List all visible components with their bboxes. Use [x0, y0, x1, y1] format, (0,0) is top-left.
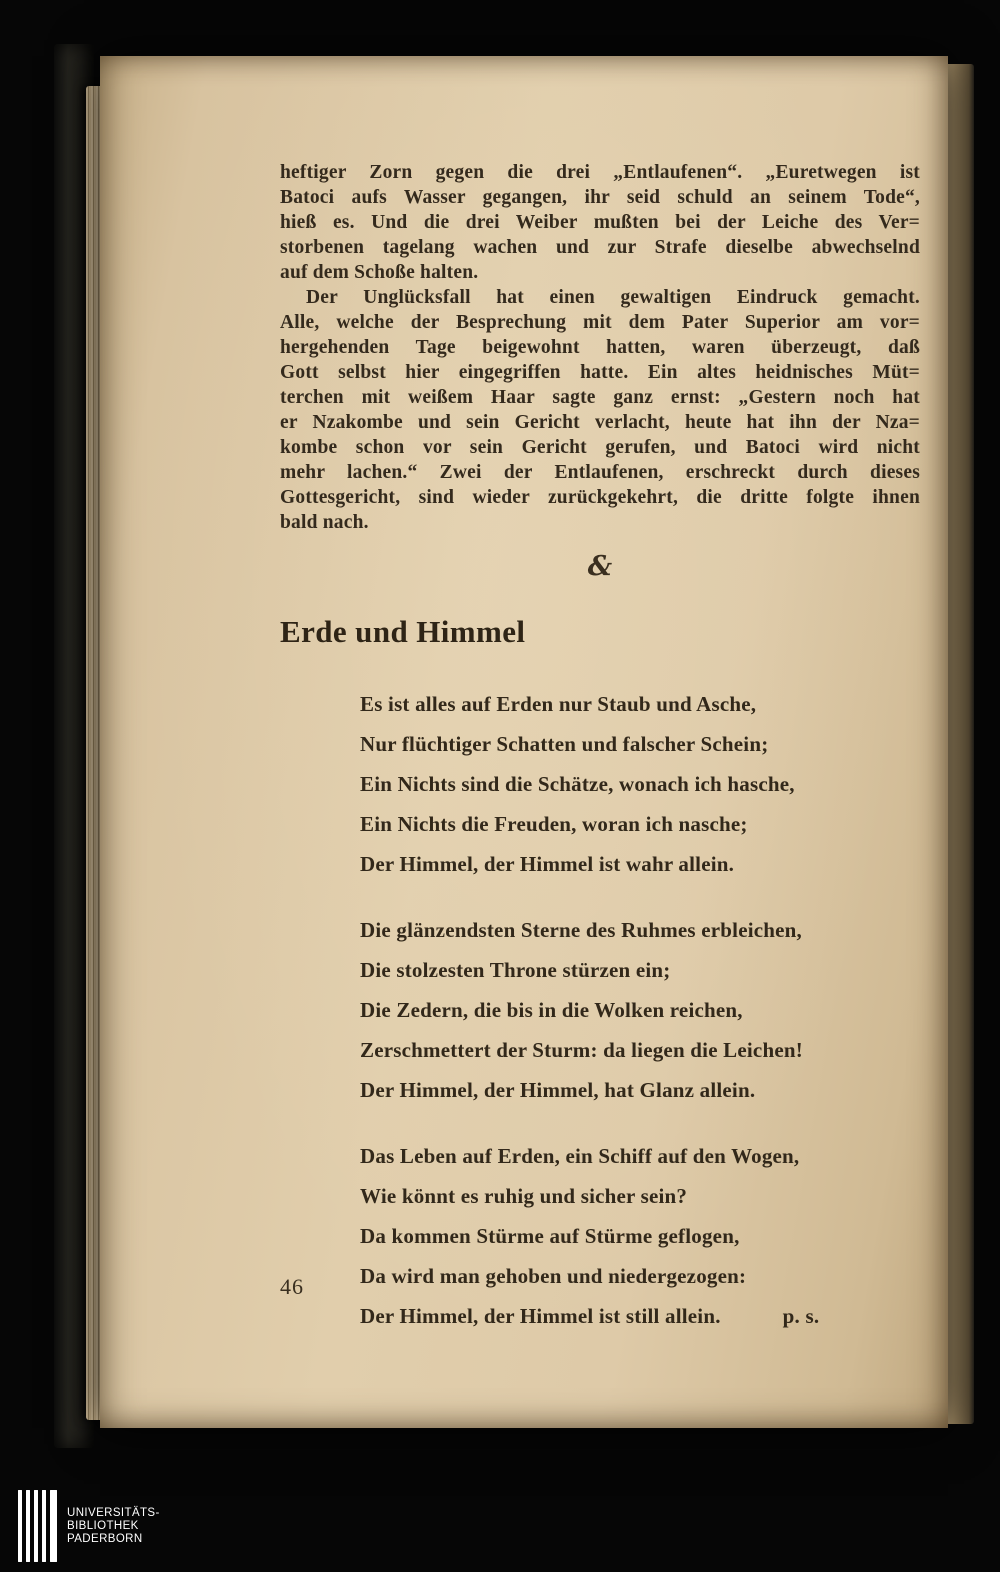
- logo-bar: [26, 1490, 30, 1562]
- section-heading: Erde und Himmel: [280, 614, 526, 649]
- verse-line: Da wird man gehoben und niedergezogen:: [360, 1264, 747, 1288]
- library-name-line: BIBLIOTHEK: [67, 1519, 139, 1532]
- prose-line: er Nzakombe und sein Gericht verlacht, heute hat ihn der Nza=: [280, 412, 920, 433]
- prose-line: Alle, welche der Besprechung mit dem Pater Superior am vor=: [280, 312, 920, 333]
- prose-line: mehr lachen.“ Zwei der Entlaufenen, erschreckt durch dieses: [280, 462, 920, 483]
- library-name-line: UNIVERSITÄTS-: [67, 1506, 160, 1519]
- logo-bar: [50, 1490, 57, 1562]
- page-content: [280, 160, 920, 1336]
- verse-line: Der Himmel, der Himmel ist wahr allein.: [360, 852, 735, 876]
- prose-line: storbenen tagelang wachen und zur Strafe dieselbe abwechselnd: [280, 237, 920, 258]
- logo-bar: [34, 1490, 38, 1562]
- prose-line: Batoci aufs Wasser gegangen, ihr seid schuld an seinem Tode“,: [280, 187, 920, 208]
- prose-line: Gott selbst hier eingegriffen hatte. Ein altes heidnisches Müt=: [280, 362, 920, 383]
- prose-line: heftiger Zorn gegen die drei „Entlaufenen“. „Euretwegen ist: [280, 162, 920, 183]
- prose-line: bald nach.: [280, 512, 369, 533]
- verse-line: Nur flüchtiger Schatten und falscher Schein;: [360, 732, 769, 756]
- book-page: [100, 56, 948, 1428]
- prose-line: terchen mit weißem Haar sagte ganz ernst: „Gestern noch hat: [280, 387, 920, 408]
- section-ornament: &: [587, 551, 613, 582]
- verse-line: Ein Nichts die Freuden, woran ich nasche;: [360, 812, 748, 836]
- verse-line: Zerschmettert der Sturm: da liegen die Leichen!: [360, 1038, 803, 1062]
- ub-paderborn-logo-icon: [18, 1490, 57, 1562]
- paragraph-2: [280, 285, 920, 535]
- stanza-2: [360, 910, 920, 1110]
- verse-line: Es ist alles auf Erden nur Staub und Asche,: [360, 692, 757, 716]
- prose-line: auf dem Schoße halten.: [280, 262, 479, 283]
- author-initials: p. s.: [782, 1304, 820, 1328]
- prose-line: hieß es. Und die drei Weiber mußten bei der Leiche des Ver=: [280, 212, 920, 233]
- prose-line: hergehenden Tage beigewohnt hatten, waren überzeugt, daß: [280, 337, 920, 358]
- verse-line: Die stolzesten Throne stürzen ein;: [360, 958, 671, 982]
- stanza-3: [360, 1136, 920, 1336]
- verse-line: Der Himmel, der Himmel, hat Glanz allein.: [360, 1078, 756, 1102]
- prose-line: Der Unglücksfall hat einen gewaltigen Eindruck gemacht.: [306, 287, 920, 308]
- logo-bar: [42, 1490, 46, 1562]
- verse-line: Die Zedern, die bis in die Wolken reichen,: [360, 998, 743, 1022]
- page-number: 46: [280, 1274, 304, 1299]
- library-name-line: PADERBORN: [67, 1532, 143, 1545]
- paragraph-1: [280, 160, 920, 285]
- prose-line: Gottesgericht, sind wieder zurückgekehrt, die dritte folgte ihnen: [280, 487, 920, 508]
- library-name: [67, 1507, 160, 1546]
- verse-line: Ein Nichts sind die Schätze, wonach ich hasche,: [360, 772, 795, 796]
- poem: [280, 684, 920, 1336]
- stanza-1: [360, 684, 920, 884]
- verse-line: Der Himmel, der Himmel ist still allein.: [360, 1304, 721, 1328]
- verse-line: Die glänzendsten Sterne des Ruhmes erbleichen,: [360, 918, 803, 942]
- verse-line: Wie könnt es ruhig und sicher sein?: [360, 1184, 688, 1208]
- verse-line: Da kommen Stürme auf Stürme geflogen,: [360, 1224, 740, 1248]
- logo-bar: [18, 1490, 22, 1562]
- verse-line-with-signature: [360, 1296, 920, 1336]
- library-watermark: [18, 1490, 160, 1562]
- prose-line: kombe schon vor sein Gericht gerufen, und Batoci wird nicht: [280, 437, 920, 458]
- verse-line: Das Leben auf Erden, ein Schiff auf den Wogen,: [360, 1144, 800, 1168]
